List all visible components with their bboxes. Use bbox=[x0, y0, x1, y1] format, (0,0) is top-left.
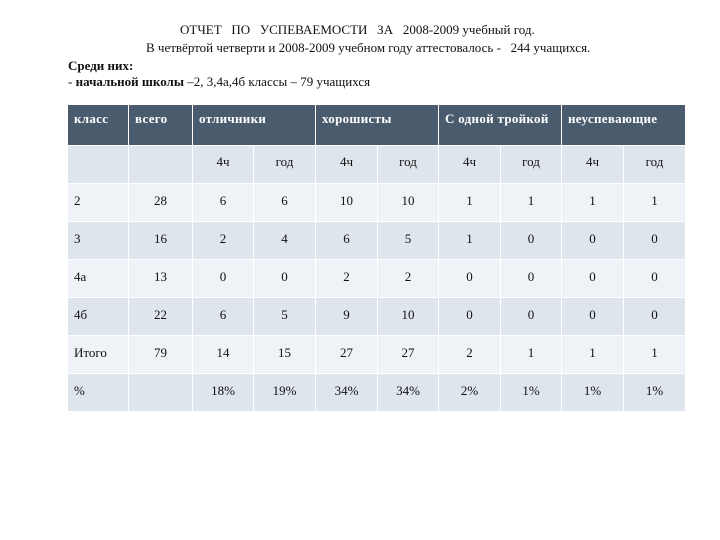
cell-value: 0 bbox=[562, 259, 624, 297]
cell-value: 10 bbox=[316, 183, 378, 221]
performance-table bbox=[68, 105, 686, 411]
cell-value: 15 bbox=[254, 335, 316, 373]
table-row bbox=[68, 183, 686, 221]
cell-value: 6 bbox=[316, 221, 378, 259]
cell-class: % bbox=[68, 373, 129, 411]
cell-value: 34% bbox=[378, 373, 439, 411]
table-body bbox=[68, 183, 686, 411]
cell-total: 28 bbox=[129, 183, 193, 221]
cell-class: 3 bbox=[68, 221, 129, 259]
cell-value: 6 bbox=[193, 183, 254, 221]
cell-value: 1 bbox=[624, 183, 686, 221]
table-row bbox=[68, 297, 686, 335]
header-good: хорошисты bbox=[316, 105, 439, 145]
cell-value: 34% bbox=[316, 373, 378, 411]
cell-value: 1% bbox=[624, 373, 686, 411]
cell-value: 0 bbox=[501, 297, 562, 335]
cell-value: 0 bbox=[254, 259, 316, 297]
primary-prefix: - bbox=[68, 74, 76, 89]
cell-total: 16 bbox=[129, 221, 193, 259]
cell-value: 0 bbox=[624, 297, 686, 335]
cell-total bbox=[129, 373, 193, 411]
subheader-cell: год bbox=[254, 145, 316, 183]
cell-value: 2 bbox=[193, 221, 254, 259]
cell-value: 0 bbox=[624, 221, 686, 259]
cell-value: 2 bbox=[316, 259, 378, 297]
among-label: Среди них: bbox=[68, 58, 134, 73]
table-row bbox=[68, 259, 686, 297]
cell-value: 1 bbox=[562, 335, 624, 373]
cell-value: 4 bbox=[254, 221, 316, 259]
table-row bbox=[68, 221, 686, 259]
cell-value: 27 bbox=[316, 335, 378, 373]
cell-value: 19% bbox=[254, 373, 316, 411]
cell-value: 1 bbox=[439, 221, 501, 259]
cell-value: 1% bbox=[562, 373, 624, 411]
table-row bbox=[68, 335, 686, 373]
cell-value: 6 bbox=[193, 297, 254, 335]
cell-class: Итого bbox=[68, 335, 129, 373]
cell-value: 0 bbox=[501, 221, 562, 259]
cell-value: 1 bbox=[501, 183, 562, 221]
subheader-empty bbox=[129, 145, 193, 183]
cell-value: 2 bbox=[439, 335, 501, 373]
cell-value: 1 bbox=[624, 335, 686, 373]
subheader-row bbox=[68, 145, 686, 183]
header-row bbox=[68, 105, 686, 145]
primary-school-detail: –2, 3,4а,4б классы – 79 учащихся bbox=[183, 74, 371, 89]
header-failing: неуспевающие bbox=[562, 105, 686, 145]
subheader-cell: 4ч bbox=[193, 145, 254, 183]
primary-school-line bbox=[68, 74, 370, 90]
cell-value: 14 bbox=[193, 335, 254, 373]
cell-value: 0 bbox=[439, 297, 501, 335]
cell-value: 18% bbox=[193, 373, 254, 411]
subheader-cell: год bbox=[624, 145, 686, 183]
cell-total: 79 bbox=[129, 335, 193, 373]
cell-value: 0 bbox=[193, 259, 254, 297]
cell-value: 27 bbox=[378, 335, 439, 373]
subheader-cell: 4ч bbox=[562, 145, 624, 183]
cell-total: 22 bbox=[129, 297, 193, 335]
subheader-cell: год bbox=[501, 145, 562, 183]
cell-value: 1 bbox=[562, 183, 624, 221]
cell-value: 9 bbox=[316, 297, 378, 335]
cell-value: 2% bbox=[439, 373, 501, 411]
cell-value: 1 bbox=[501, 335, 562, 373]
cell-value: 0 bbox=[439, 259, 501, 297]
subheader-empty bbox=[68, 145, 129, 183]
cell-value: 0 bbox=[501, 259, 562, 297]
cell-class: 4б bbox=[68, 297, 129, 335]
cell-class: 2 bbox=[68, 183, 129, 221]
cell-value: 0 bbox=[562, 297, 624, 335]
subheader-cell: 4ч bbox=[439, 145, 501, 183]
cell-value: 1 bbox=[439, 183, 501, 221]
cell-value: 10 bbox=[378, 297, 439, 335]
primary-school-label: начальной школы bbox=[75, 74, 184, 89]
cell-class: 4а bbox=[68, 259, 129, 297]
table-row bbox=[68, 373, 686, 411]
header-class: класс bbox=[68, 105, 129, 145]
cell-total: 13 bbox=[129, 259, 193, 297]
cell-value: 0 bbox=[624, 259, 686, 297]
cell-value: 5 bbox=[378, 221, 439, 259]
header-one-three: С одной тройкой bbox=[439, 105, 562, 145]
cell-value: 2 bbox=[378, 259, 439, 297]
subheader-cell: 4ч bbox=[316, 145, 378, 183]
header-total: всего bbox=[129, 105, 193, 145]
cell-value: 5 bbox=[254, 297, 316, 335]
cell-value: 1% bbox=[501, 373, 562, 411]
report-subtitle: В четвёртой четверти и 2008-2009 учебном году аттестовалось - 244 учащихся. bbox=[146, 40, 591, 55]
header-excellent: отличники bbox=[193, 105, 316, 145]
cell-value: 6 bbox=[254, 183, 316, 221]
cell-value: 0 bbox=[562, 221, 624, 259]
cell-value: 10 bbox=[378, 183, 439, 221]
subheader-cell: год bbox=[378, 145, 439, 183]
report-title: ОТЧЕТ ПО УСПЕВАЕМОСТИ ЗА 2008-2009 учебный год. bbox=[180, 22, 535, 37]
